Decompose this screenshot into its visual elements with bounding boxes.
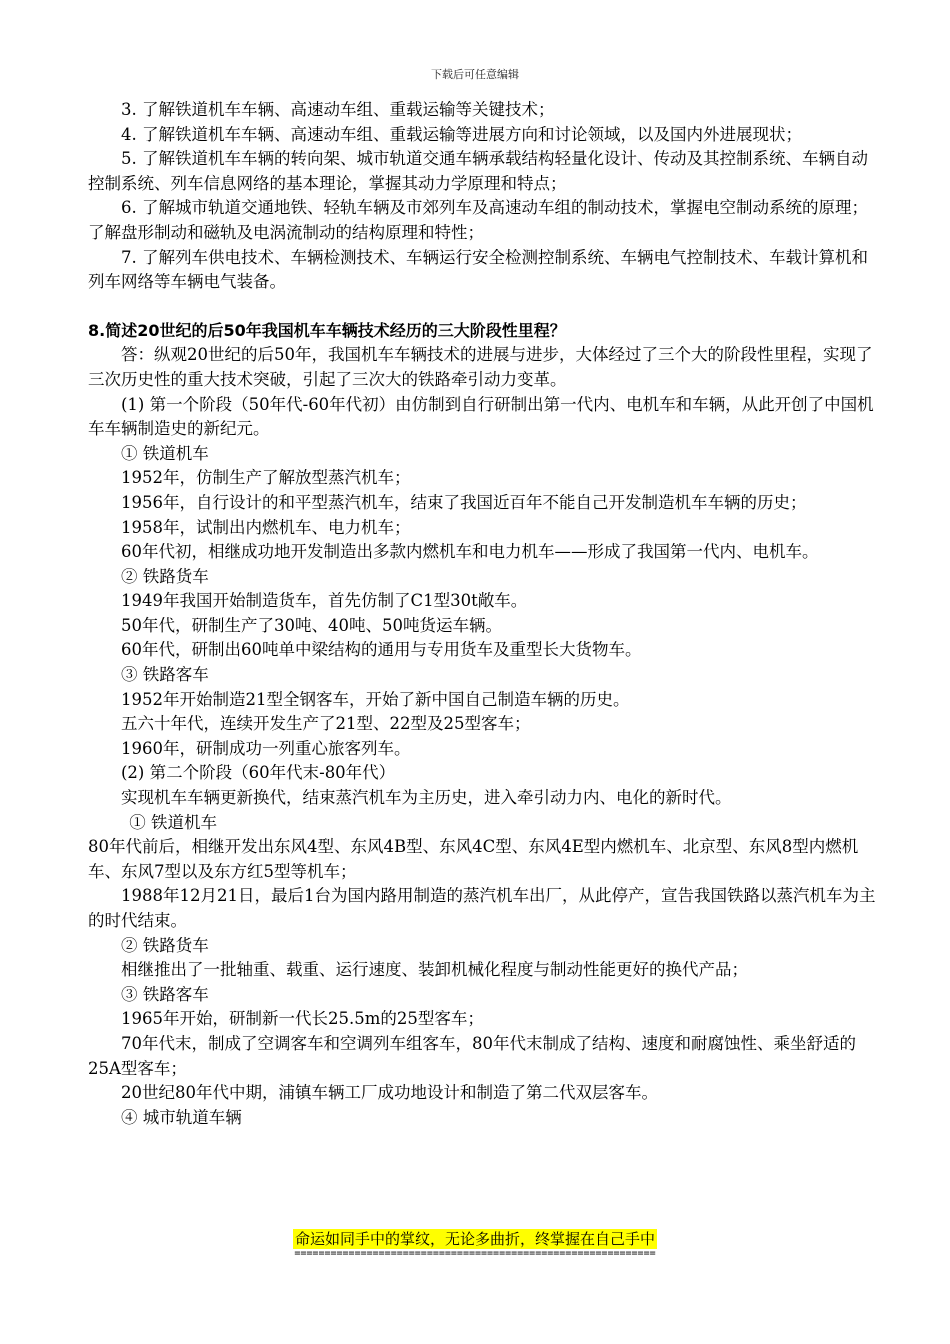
paragraph: 1958年，试制出内燃机车、电力机车； bbox=[121, 517, 411, 537]
paragraph: ② 铁路货车 bbox=[121, 935, 209, 955]
paragraph: 4. 了解铁道机车车辆、高速动车组、重载运输等进展方向和讨论领域，以及国内外进展现状； bbox=[121, 124, 802, 144]
paragraph: 1988年12月21日，最后1台为国内路用制造的蒸汽机车出厂，从此停产，宣告我国铁路以蒸汽机车为主的时代结束。 bbox=[88, 886, 876, 930]
paragraph: 1956年，自行设计的和平型蒸汽机车，结束了我国近百年不能自己开发制造机车车辆的历史； bbox=[121, 492, 807, 512]
paragraph: 答：纵观20世纪的后50年，我国机车车辆技术的进展与进步，大体经过了三个大的阶段性里程，实现了三次历史性的重大技术突破，引起了三次大的铁路牵引动力变革。 bbox=[88, 345, 873, 389]
paragraph: ② 铁路货车 bbox=[121, 566, 209, 586]
footer bbox=[0, 1229, 950, 1249]
paragraph: 1965年开始，研制新一代长25.5m的25型客车； bbox=[121, 1009, 484, 1029]
paragraph: 60年代初，相继成功地开发制造出多款内燃机车和电力机车——形成了我国第一代内、电机车。 bbox=[121, 542, 819, 562]
paragraph: 6. 了解城市轨道交通地铁、轻轨车辆及市郊列车及高速动车组的制动技术，掌握电空制动系统的原理；了解盘形制动和磁轨及电涡流制动的结构原理和特性； bbox=[88, 198, 868, 242]
paragraph: 70年代末，制成了空调客车和空调列车组客车，80年代末制成了结构、速度和耐腐蚀性、乘坐舒适的25A型客车； bbox=[88, 1033, 856, 1078]
paragraph: ③ 铁路客车 bbox=[121, 665, 209, 685]
paragraph: 实现机车车辆更新换代，结束蒸汽机车为主历史，进入牵引动力内、电化的新时代。 bbox=[121, 788, 732, 808]
paragraph: 1952年，仿制生产了解放型蒸汽机车； bbox=[121, 468, 411, 488]
paragraph: 20世纪80年代中期，浦镇车辆工厂成功地设计和制造了第二代双层客车。 bbox=[121, 1083, 658, 1103]
footer-motto: 命运如同手中的掌纹，无论多曲折，终掌握在自己手中 bbox=[294, 1230, 655, 1248]
paragraph: 1949年我国开始制造货车，首先仿制了C1型30t敞车。 bbox=[121, 591, 528, 611]
paragraph: 80年代前后，相继开发出东风4型、东风4B型、东风4C型、东风4E型内燃机车、北京型、东风8型内燃机车、东风7型以及东方红5型等机车； bbox=[88, 837, 859, 881]
paragraph: 五六十年代，连续开发生产了21型、22型及25型客车； bbox=[121, 714, 531, 734]
paragraph: (2) 第二个阶段（60年代末-80年代） bbox=[121, 763, 396, 783]
question-heading: 8.简述20世纪的后50年我国机车车辆技术经历的三大阶段性里程？ bbox=[88, 320, 566, 340]
paragraph: (1) 第一个阶段（50年代-60年代初）由仿制到自行研制出第一代内、电机车和车辆，从此开创了中国机车车辆制造史的新纪元。 bbox=[88, 394, 874, 439]
paragraph: ④ 城市轨道车辆 bbox=[121, 1107, 242, 1127]
paragraph: 1960年，研制成功一列重心旅客列车。 bbox=[121, 738, 411, 758]
paragraph: 50年代，研制生产了30吨、40吨、50吨货运车辆。 bbox=[121, 615, 502, 635]
paragraph: ① 铁道机车 bbox=[129, 812, 217, 832]
blank-line bbox=[88, 295, 878, 319]
paragraph: 7. 了解列车供电技术、车辆检测技术、车辆运行安全检测控制系统、车辆电气控制技术、车载计算机和列车网络等车辆电气装备。 bbox=[88, 247, 868, 292]
paragraph: 60年代，研制出60吨单中梁结构的通用与专用货车及重型长大货物车。 bbox=[121, 640, 642, 660]
paragraph: 5. 了解铁道机车车辆的转向架、城市轨道交通车辆承载结构轻量化设计、传动及其控制系统、车辆自动控制系统、列车信息网络的基本理论，掌握其动力学原理和特点； bbox=[88, 149, 868, 193]
footer-rule: ============================================================ bbox=[294, 1248, 656, 1259]
document-body bbox=[88, 98, 878, 1130]
page-header: 下载后可任意编辑 bbox=[431, 68, 519, 81]
paragraph: 相继推出了一批轴重、载重、运行速度、装卸机械化程度与制动性能更好的换代产品； bbox=[121, 960, 748, 980]
paragraph: 1952年开始制造21型全钢客车，开始了新中国自己制造车辆的历史。 bbox=[121, 689, 630, 709]
paragraph: 3. 了解铁道机车车辆、高速动车组、重载运输等关键技术； bbox=[121, 100, 555, 119]
paragraph: ③ 铁路客车 bbox=[121, 984, 209, 1004]
paragraph: ① 铁道机车 bbox=[121, 443, 209, 463]
